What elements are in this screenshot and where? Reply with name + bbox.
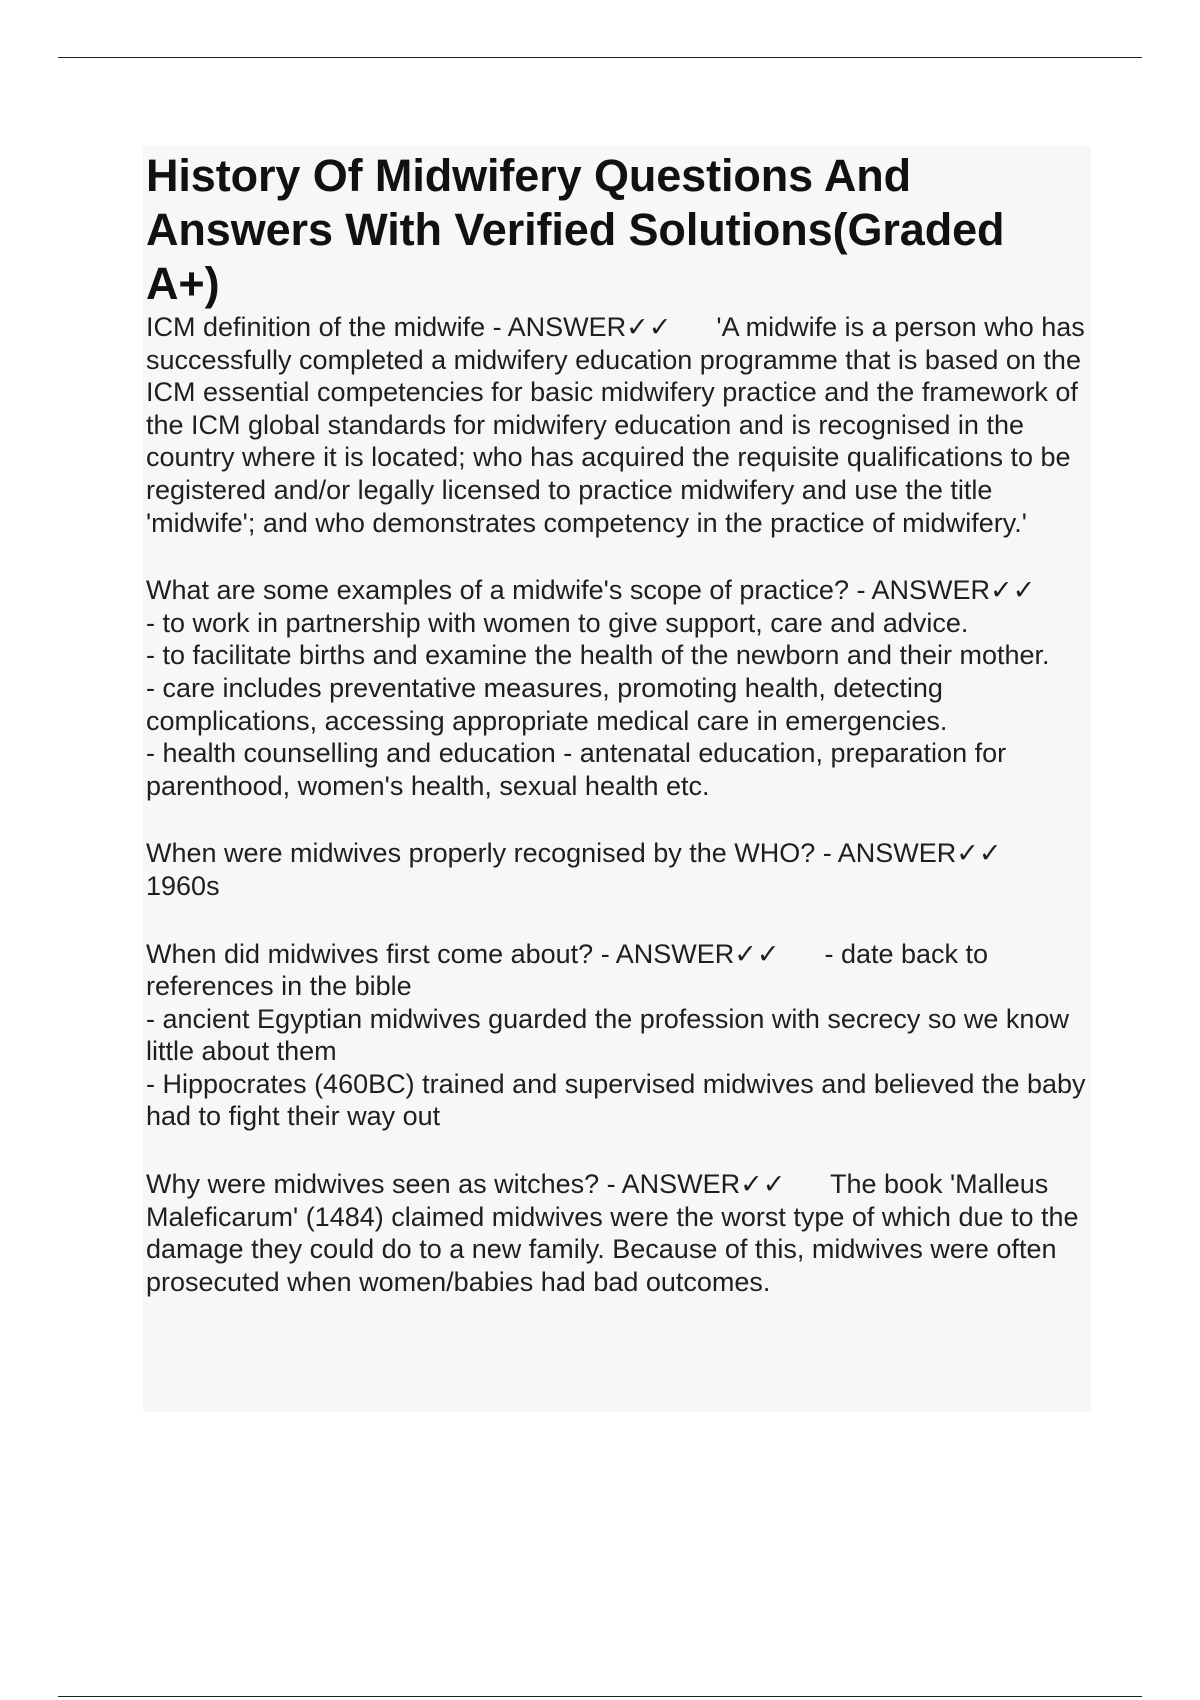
answer-bullet: - health counselling and education - antenatal education, preparation for parenthood, women's health, sexual health etc. (146, 738, 1007, 801)
question-text: When were midwives properly recognised by the WHO? - ANSWER✓✓ (146, 838, 1002, 869)
answer-bullet: - ancient Egyptian midwives guarded the profession with secrecy so we know little about them (146, 1003, 1069, 1067)
answer-bullet: - to facilitate births and examine the health of the newborn and their mother. (146, 640, 1050, 671)
qa-item (146, 311, 1087, 539)
answer-bullet: - care includes preventative measures, promoting health, detecting complications, accessing appropriate medical care in emergencies. (146, 672, 948, 736)
answer-bullet: - Hippocrates (460BC) trained and supervised midwives and believed the baby had to fight their way out (146, 1068, 1086, 1132)
document-title: History Of Midwifery Questions And Answers With Verified Solutions(Graded A+) (146, 150, 1005, 309)
question-text: What are some examples of a midwife's scope of practice? - ANSWER✓✓ (146, 575, 1036, 606)
qa-item (146, 938, 1087, 1134)
question-text: When did midwives first come about? - ANSWER✓✓ (146, 938, 780, 969)
qa-item (146, 574, 1087, 802)
top-divider (58, 57, 1142, 58)
document-content (143, 146, 1091, 1412)
qa-item (146, 1168, 1087, 1298)
bottom-divider (58, 1696, 1142, 1697)
question-text: ICM definition of the midwife - ANSWER✓✓ (146, 312, 672, 342)
answer-text: - date back to references in the bible (146, 938, 989, 1002)
answer-text: 'A midwife is a person who has successfully completed a midwifery education programme that is based on the ICM essential competencies for basic midwifery practice and the framework of the ICM global standards for midwifery education and is recognised in the country where it is located; who has acquired the requisite qualifications to be registered and/or legally licensed to practice midwifery and use the title 'midwife'; and who demonstrates competency in the practice of midwifery.' (146, 312, 1085, 538)
answer-text: The book 'Malleus Maleficarum' (1484) claimed midwives were the worst type of which due to the damage they could do to a new family. Because of this, midwives were often prosecuted when women/babies had bad outcomes. (146, 1169, 1079, 1297)
answer-text: 1960s (146, 870, 220, 901)
qa-item (146, 837, 1087, 902)
answer-bullet: - to work in partnership with women to give support, care and advice. (146, 607, 969, 638)
question-text: Why were midwives seen as witches? - ANSWER✓✓ (146, 1169, 786, 1200)
